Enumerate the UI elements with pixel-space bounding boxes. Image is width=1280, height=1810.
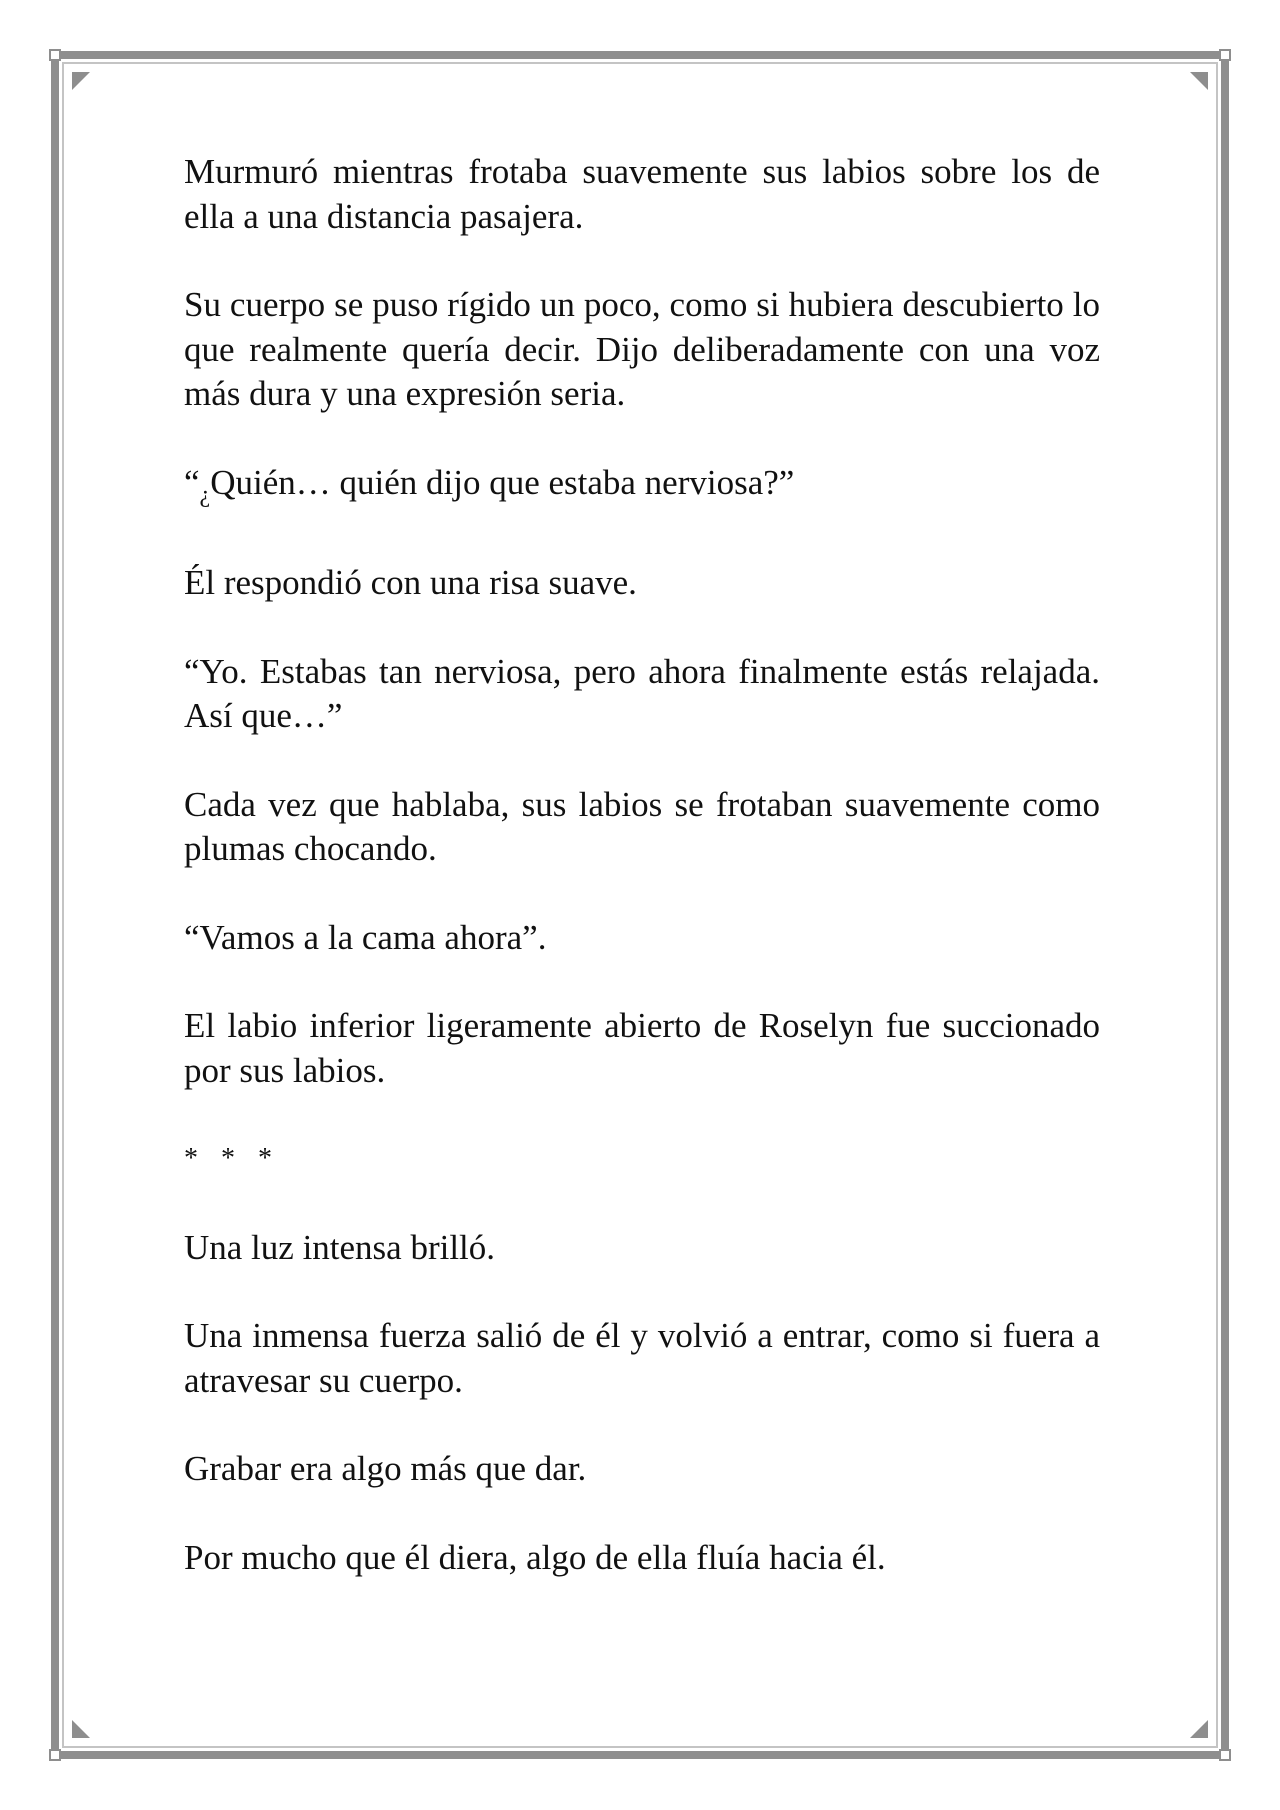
paragraph-1: Murmuró mientras frotaba suavemente sus labios sobre los de ella a una distancia pasajera. bbox=[184, 152, 1100, 236]
paragraph-9: Una luz intensa brilló. bbox=[184, 1227, 496, 1267]
scene-separator: * * * bbox=[184, 1143, 280, 1174]
paragraph-3-dialogue bbox=[184, 461, 1100, 518]
paragraph-10: Una inmensa fuerza salió de él y volvió a entrar, como si fuera a atravesar su cuerpo. bbox=[184, 1316, 1100, 1400]
page-body-text bbox=[184, 150, 1100, 1624]
paragraph-5-dialogue: “Yo. Estabas tan nerviosa, pero ahora finalmente estás relajada. Así que…” bbox=[184, 651, 1100, 735]
open-quote: “ bbox=[184, 462, 200, 502]
inverted-question-mark: ¿ bbox=[199, 481, 211, 508]
paragraph-2: Su cuerpo se puso rígido un poco, como si hubiera descubierto lo que realmente quería decir. Dijo deliberadamente con una voz más dura y una expresión seria. bbox=[184, 285, 1100, 413]
paragraph-6: Cada vez que hablaba, sus labios se frotaban suavemente como plumas chocando. bbox=[184, 784, 1100, 868]
paragraph-4: Él respondió con una risa suave. bbox=[184, 563, 637, 602]
paragraph-8: El labio inferior ligeramente abierto de Roselyn fue succionado por sus labios. bbox=[184, 1006, 1100, 1090]
paragraph-12: Por mucho que él diera, algo de ella fluía hacia él. bbox=[184, 1537, 886, 1577]
paragraph-7-dialogue: “Vamos a la cama ahora”. bbox=[184, 917, 547, 957]
paragraph-11: Grabar era algo más que dar. bbox=[184, 1449, 587, 1488]
dialogue-text: Quién… quién dijo que estaba nerviosa?” bbox=[210, 462, 795, 502]
